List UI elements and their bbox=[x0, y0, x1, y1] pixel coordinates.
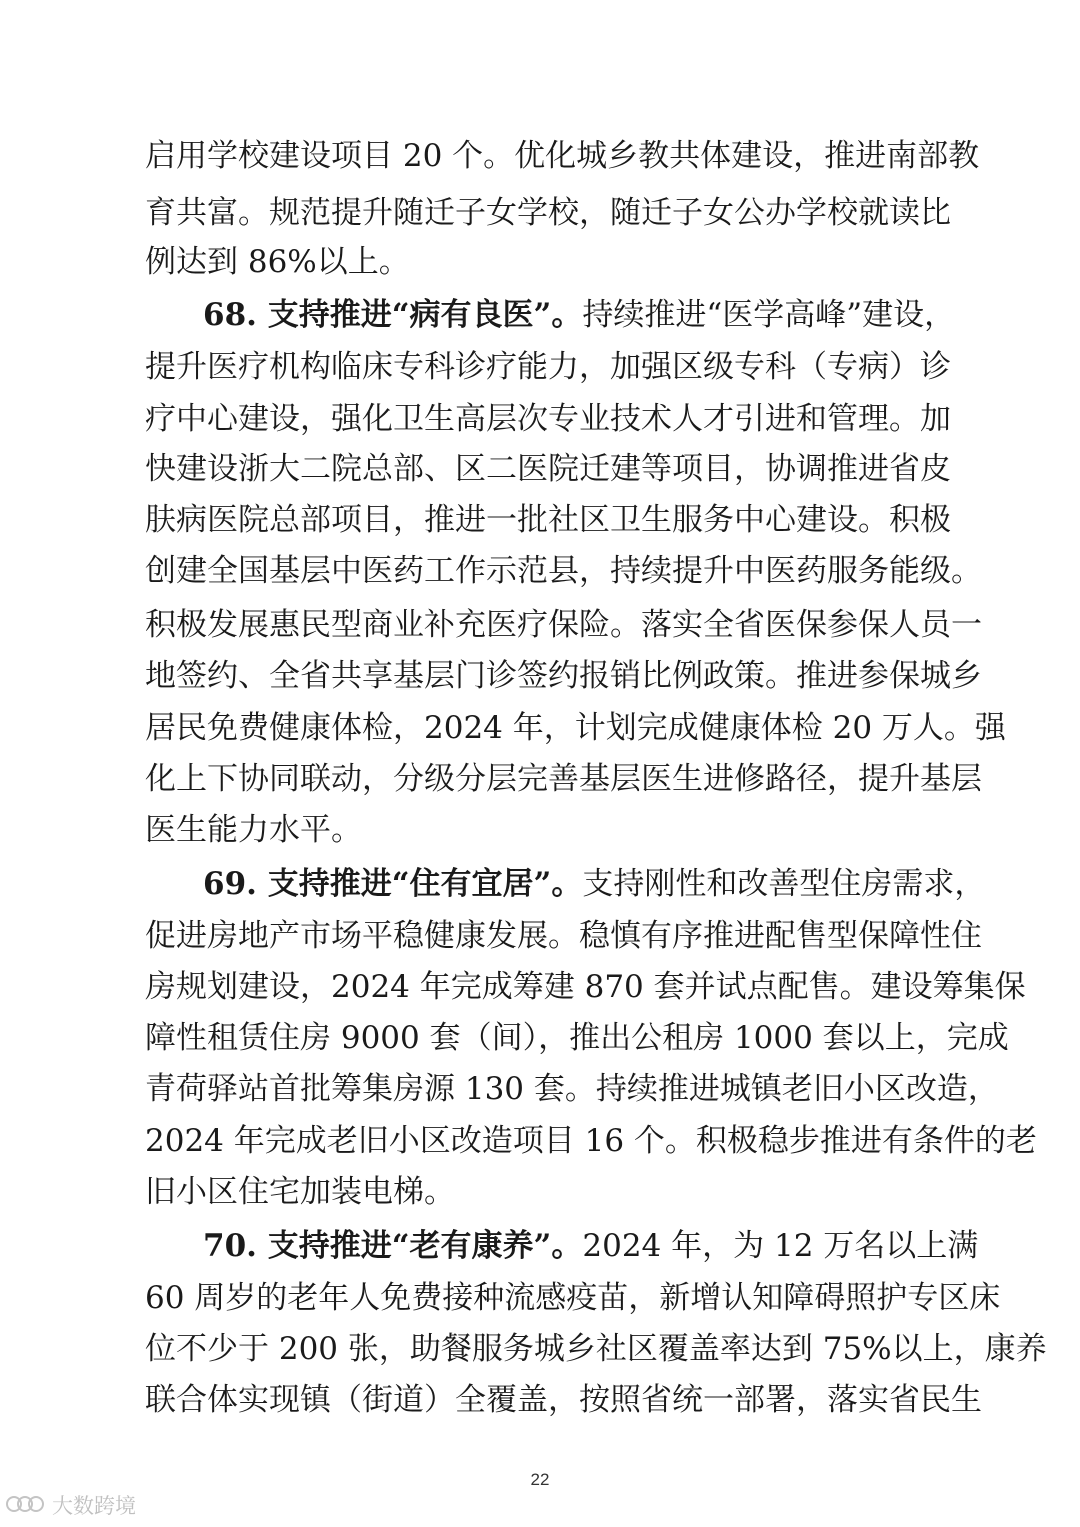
text-segment: 疗中心建设，强化卫生高层次专业技术人才引进和管理。加 bbox=[145, 401, 951, 437]
text-line bbox=[145, 961, 1026, 1013]
text-segment: 旧小区住宅加装电梯。 bbox=[145, 1174, 455, 1210]
text-line bbox=[145, 1063, 999, 1115]
text-line bbox=[145, 910, 982, 962]
text-segment: 障性租赁住房 9000 套（间），推出公租房 1000 套以上，完成 bbox=[145, 1020, 1009, 1056]
text-segment: 支持刚性和改善型住房需求， bbox=[582, 866, 986, 902]
text-line bbox=[145, 804, 937, 856]
text-line bbox=[203, 289, 956, 341]
text-line bbox=[145, 1374, 982, 1426]
text-segment: 60 周岁的老年人免费接种流感疫苗，新增认知障碍照护专区床 bbox=[145, 1280, 1001, 1316]
text-line bbox=[145, 494, 951, 546]
text-segment: 持续推进“医学高峰”建设， bbox=[582, 297, 956, 333]
text-segment: 地签约、全省共享基层门诊签约报销比例政策。推进参保城乡 bbox=[145, 658, 982, 694]
text-segment: 肤病医院总部项目，推进一批社区卫生服务中心建设。积极 bbox=[145, 502, 951, 538]
text-segment: 房规划建设，2024 年完成筹建 870 套并试点配售。建设筹集保 bbox=[145, 969, 1026, 1005]
text-segment: 青荷驿站首批筹集房源 130 套。持续推进城镇老旧小区改造， bbox=[145, 1071, 999, 1107]
text-line bbox=[203, 1220, 979, 1272]
text-line bbox=[145, 599, 982, 651]
text-line bbox=[145, 130, 980, 182]
text-line bbox=[145, 187, 951, 239]
text-segment: 快建设浙大二院总部、区二医院迁建等项目，协调推进省皮 bbox=[145, 451, 951, 487]
text-segment: 化上下协同联动，分级分层完善基层医生进修路径，提升基层 bbox=[145, 761, 982, 797]
text-segment: 例达到 86%以上。 bbox=[145, 244, 410, 280]
text-line bbox=[203, 858, 986, 910]
text-segment: 位不少于 200 张，助餐服务城乡社区覆盖率达到 75%以上，康养 bbox=[145, 1331, 1047, 1367]
text-segment: 提升医疗机构临床专科诊疗能力，加强区级专科（专病）诊 bbox=[145, 349, 951, 385]
text-line bbox=[145, 1012, 1009, 1064]
text-line bbox=[145, 650, 982, 702]
logo-icon bbox=[6, 1494, 46, 1516]
text-segment: 创建全国基层中医药工作示范县，持续提升中医药服务能级。 bbox=[145, 553, 982, 589]
watermark-text: 大数跨境 bbox=[52, 1494, 136, 1518]
text-line bbox=[145, 702, 1006, 754]
text-segment: 育共富。规范提升随迁子女学校，随迁子女公办学校就读比 bbox=[145, 195, 951, 231]
text-line bbox=[145, 545, 982, 597]
section-heading: 70. 支持推进“老有康养”。 bbox=[203, 1228, 583, 1264]
text-segment: 促进房地产市场平稳健康发展。稳慎有序推进配售型保障性住 bbox=[145, 918, 982, 954]
text-segment: 启用学校建设项目 20 个。优化城乡教共体建设，推进南部教 bbox=[145, 138, 980, 174]
text-segment: 2024 年，为 12 万名以上满 bbox=[582, 1228, 979, 1264]
section-heading: 68. 支持推进“病有良医”。 bbox=[203, 297, 583, 333]
text-segment: 医生能力水平。 bbox=[145, 812, 362, 848]
text-segment: 2024 年完成老旧小区改造项目 16 个。积极稳步推进有条件的老 bbox=[145, 1123, 1037, 1159]
text-line bbox=[145, 236, 937, 288]
watermark bbox=[6, 1490, 136, 1520]
text-segment: 居民免费健康体检，2024 年，计划完成健康体检 20 万人。强 bbox=[145, 710, 1006, 746]
text-line bbox=[145, 341, 951, 393]
page-number: 22 bbox=[530, 1470, 550, 1489]
section-heading: 69. 支持推进“住有宜居”。 bbox=[203, 866, 583, 902]
text-line bbox=[145, 1115, 1037, 1167]
text-segment: 积极发展惠民型商业补充医疗保险。落实全省医保参保人员一 bbox=[145, 607, 982, 643]
text-segment: 联合体实现镇（街道）全覆盖，按照省统一部署，落实省民生 bbox=[145, 1382, 982, 1418]
text-line bbox=[145, 1323, 1047, 1375]
text-line bbox=[145, 393, 951, 445]
text-line bbox=[145, 443, 951, 495]
text-line bbox=[145, 1166, 937, 1218]
text-line bbox=[145, 1272, 1001, 1324]
text-line bbox=[145, 753, 982, 805]
